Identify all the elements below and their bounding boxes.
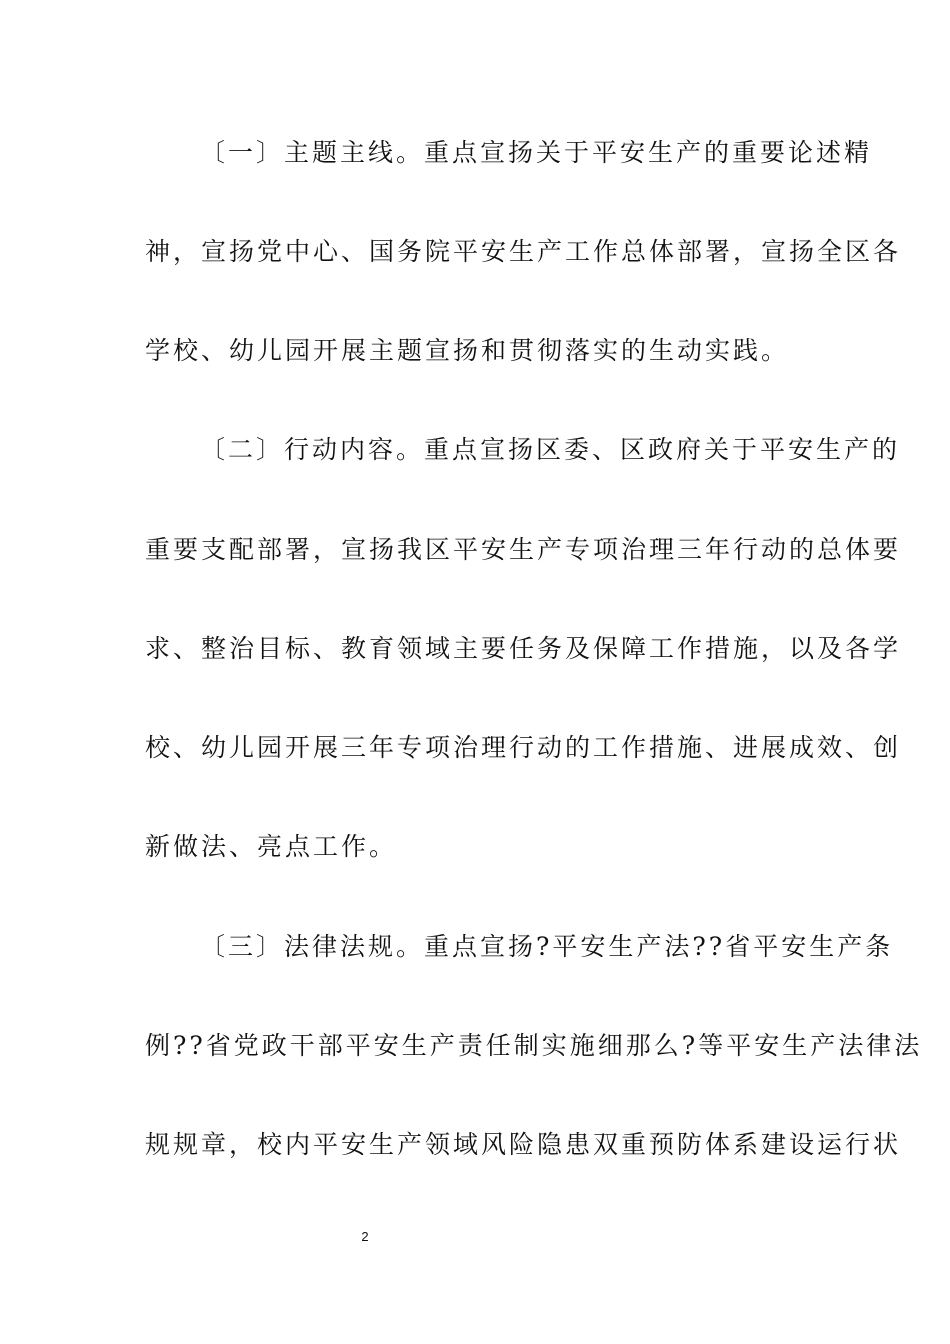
paragraph-1-line-3: 学校、幼儿园开展主题宣扬和贯彻落实的生动实践。 [145,336,790,365]
paragraph-2-line-4: 校、幼儿园开展三年专项治理行动的工作措施、进展成效、创 [145,733,902,762]
paragraph-1-line-1: 〔一〕主题主线。重点宣扬关于平安生产的重要论述精 [200,138,873,167]
paragraph-3-line-1: 〔三〕法律法规。重点宣扬?平安生产法??省平安生产条 [200,932,894,961]
paragraph-2-line-1: 〔二〕行动内容。重点宣扬区委、区政府关于平安生产的 [200,435,901,464]
page-number: 2 [361,1229,369,1244]
paragraph-3-line-2: 例??省党政干部平安生产责任制实施细那么?等平安生产法律法 [145,1031,923,1060]
paragraph-2-line-3: 求、整治目标、教育领域主要任务及保障工作措施，以及各学 [145,634,902,663]
paragraph-2-line-2: 重要支配部署，宣扬我区平安生产专项治理三年行动的总体要 [145,535,902,564]
paragraph-1-line-2: 神，宣扬党中心、国务院平安生产工作总体部署，宣扬全区各 [145,237,902,266]
paragraph-3-line-3: 规规章，校内平安生产领域风险隐患双重预防体系建设运行状 [145,1130,902,1159]
paragraph-2-line-5: 新做法、亮点工作。 [145,832,398,861]
